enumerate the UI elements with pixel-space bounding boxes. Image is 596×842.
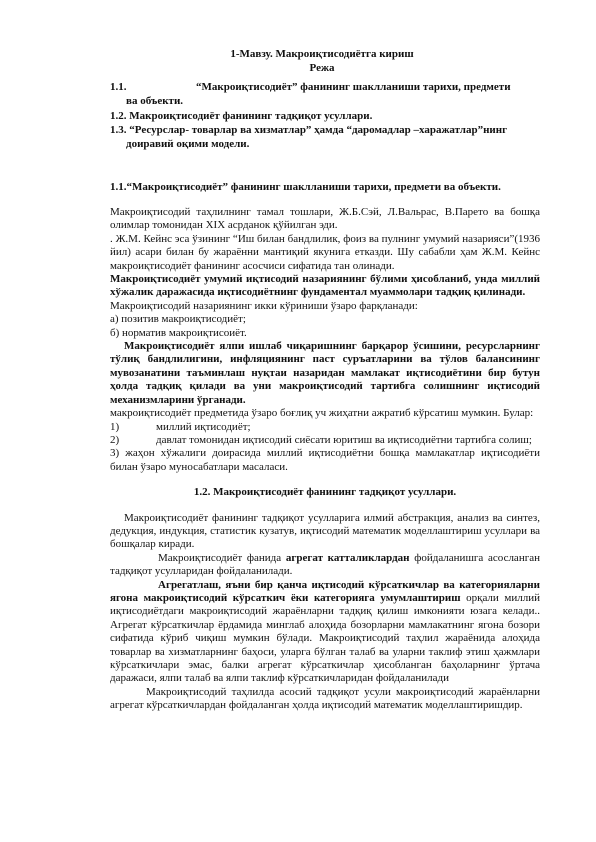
list-text: давлат томонидан иқтисодий сиёсати юритиш ва иқтисодиётни тартибга солиш;: [156, 433, 532, 446]
list-item: [110, 434, 540, 447]
plan-item-1-text: “Макроиқтисодиёт” фанининг шаклланиши тарихи, предмети: [196, 81, 511, 93]
definition-paragraph: Макроиқтисодиёт умумий иқтисодий назариянинг бўлими ҳисобланиб, унда миллий хўжалик даражасида иқтисодиётнинг фундаментал муаммолари тадқиқ қилинади.: [110, 273, 540, 299]
section-2-heading: 1.2. Макроиқтисодиёт фанининг тадқиқот усуллари.: [193, 486, 457, 499]
definition-paragraph: Макроиқтисодиёт ялпи ишлаб чиқаришнинг барқарор ўсишини, ресурсларнинг тўлиқ бандлилигини, инфляциянинг паст суръатларини ва тўлов балансининг мувозанатини таъминлаш нуқтаи назаридан мамлакат иқтисодиётини бир бутун ҳолда тадқиқ қилади ва уни макроиқтисодий тартибга солишнинг иқтисодий механизмларини ўрганади.: [110, 340, 540, 406]
list-text: миллий иқтисодиёт;: [156, 420, 251, 433]
paragraph: Макроиқтисодий таҳлилда асосий тадқиқот усули макроиқтисодий жараёнларни агрегат кўрсаткичлардан фойдаланган ҳолда иқтисодий математик моделлаштиришдир.: [110, 685, 540, 712]
text-run: орқали миллий иқтисодиётдаги макроиқтисодий жараёнларни тадқиқ қилиш имконияти юзага келади.. Агрегат кўрсаткичлар ёрдамида минглаб алоҳида бозорларни мамлакатнинг ягона бозори сифатида кўриб чиқиш мумкин бўлади. Макроиқтисодий таҳлил жараёнида алоҳида товарлар ва хизматларнинг баҳоси, уларга бўлган талаб ва уларни таклиф этиш ҳажмлари кўрсаткичлари эмас, балки агрегат кўрсаткичлар ҳисобланган баҳоларнинг ўртача даражаси, ялпи талаб ва ялпи таклиф кўрсаткичларидан фойдаланилади: [110, 591, 540, 685]
plan-label: Режа: [309, 62, 335, 74]
lecture-title: 1-Мавзу. Макроиқтисодиётга кириш: [230, 48, 414, 60]
list-number: 1): [110, 420, 120, 433]
section-1-heading: 1.1.“Макроиқтисодиёт” фанининг шаклланиши тарихи, предмети ва объекти.: [110, 181, 501, 193]
paragraph: макроиқтисодиёт предметида ўзаро боғлиқ уч жиҳатни ажратиб кўрсатиш мумкин. Булар:: [110, 407, 534, 420]
text-run: Макроиқтисодиёт фанида: [158, 551, 286, 564]
list-item: [110, 421, 540, 434]
text-run: фойдаланишга асосланган тадқиқот усулларидан фойдаланилади.: [110, 551, 540, 578]
paragraph: . Ж.М. Кейнс эса ўзининг “Иш билан бандлилик, фоиз ва пулнинг умумий назарияси”(1936 йил) асари билан бу жараённи мантиқий якунига етказди. Шу сабабли ҳам Ж.М. Кейнс макроиқтисодиёт фанининг асосчиси сифатида тан олинади.: [110, 232, 540, 272]
list-item: б) норматив макроиқтисоиёт.: [110, 326, 247, 339]
list-number: 2): [110, 433, 120, 446]
plan-item-3: 1.3. “Ресурслар- товарлар ва хизматлар” ҳамда “даромадлар –харажатлар”нинг: [110, 124, 508, 136]
plan-item-1-continuation: ва объекти.: [126, 95, 184, 107]
paragraph: [110, 579, 540, 686]
plan-item-1-number: 1.1.: [110, 81, 127, 93]
bold-term: агрегат катталиклардан: [285, 551, 410, 564]
paragraph: Макроиқтисодий назариянинг икки кўриниши ўзаро фарқланади:: [110, 299, 418, 312]
paragraph: [110, 552, 540, 579]
bold-definition: Агрегатлаш, яъни бир қанча иқтисодий кўрсаткичлар ва категорияларни ягона макроиқтисодий кўрсаткич ёки категорияга умумлаштириш: [110, 578, 540, 604]
paragraph: 3) жаҳон хўжалиги доирасида миллий иқтисодиётни бошқа мамлакатлар иқтисодиёти билан ўзаро муносабатлари масаласи.: [110, 447, 540, 473]
paragraph: Макроиқтисодий таҳлилнинг тамал тошлари, Ж.Б.Сэй, Л.Вальрас, В.Парето ва бошқа олимлар томонидан XIX асрданок қўйилган эди.: [110, 206, 540, 232]
plan-item-3-continuation: доиравий оқими модели.: [126, 138, 250, 150]
list-item: а) позитив макроиқтисодиёт;: [110, 313, 246, 326]
plan-item-1: [110, 81, 540, 94]
document-body: [110, 206, 540, 713]
plan-item-2: 1.2. Макроиқтисодиёт фанининг тадқиқот усуллари.: [110, 110, 373, 122]
paragraph: Макроиқтисодиёт фанининг тадқиқот усулларига илмий абстракция, анализ ва синтез, дедукция, индукция, статистик кузатув, иқтисодий математик моделлаштириш усуллари ва бошқалар киради.: [110, 511, 540, 551]
